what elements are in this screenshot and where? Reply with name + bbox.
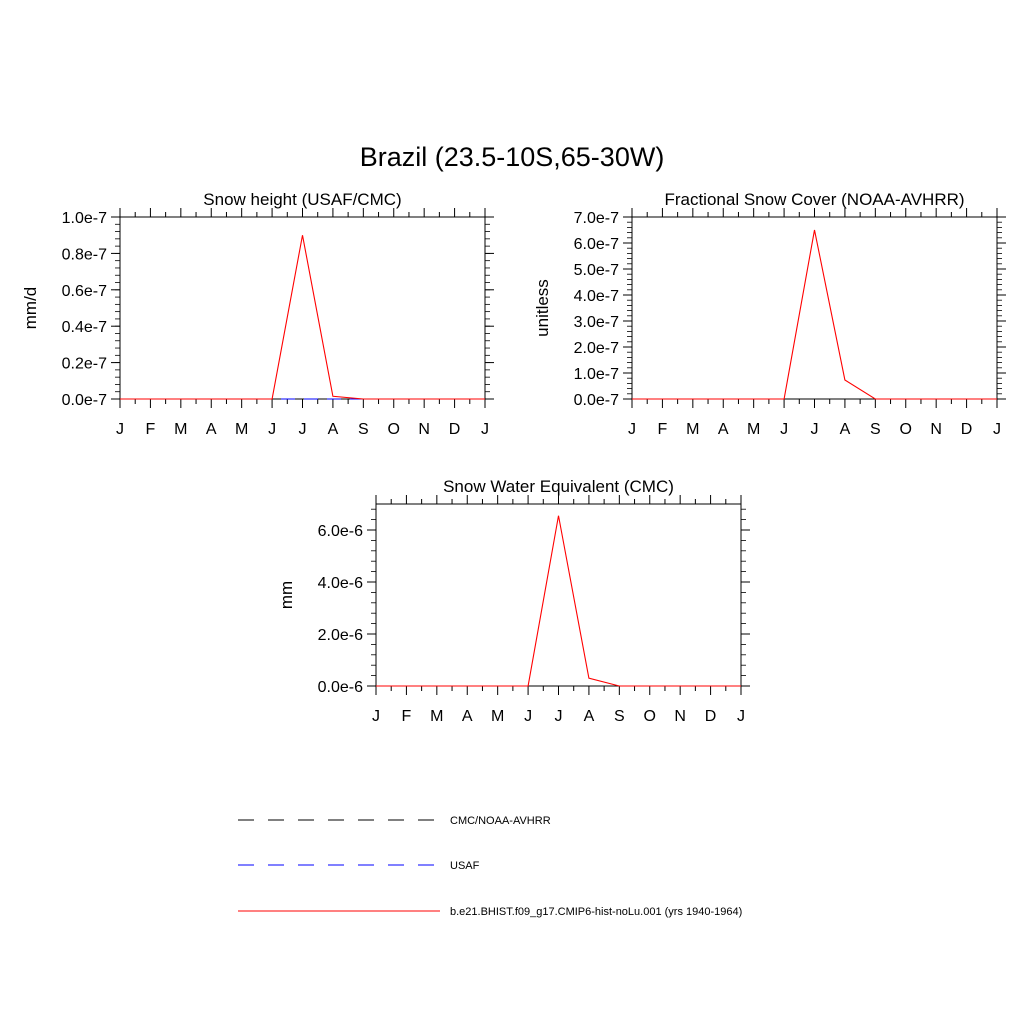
x-tick-label: J [524, 708, 533, 725]
y-axis-label: unitless [533, 279, 552, 337]
x-tick-label: S [357, 421, 369, 438]
legend-label-3: b.e21.BHIST.f09_g17.CMIP6-hist-noLu.001 (yrs 1940-1964) [450, 906, 743, 918]
x-tick-label: D [704, 708, 717, 725]
y-tick-label: 7.0e-7 [573, 210, 619, 227]
panel-title: Snow height (USAF/CMC) [203, 190, 402, 209]
x-tick-label: J [628, 421, 636, 438]
series-line-3 [120, 235, 485, 399]
figure-title: Brazil (23.5-10S,65-30W) [359, 142, 665, 172]
plot-frame [120, 217, 485, 399]
x-tick-label: S [869, 421, 881, 438]
y-tick-label: 6.0e-7 [573, 236, 619, 253]
y-tick-label: 0.0e-7 [61, 392, 107, 409]
x-tick-label: F [145, 421, 156, 438]
y-tick-label: 5.0e-7 [573, 262, 619, 279]
x-tick-label: J [372, 708, 380, 725]
x-tick-label: O [387, 421, 400, 438]
x-tick-label: O [899, 421, 912, 438]
x-tick-label: N [930, 421, 942, 438]
x-tick-label: J [737, 708, 745, 725]
y-tick-label: 1.0e-7 [61, 210, 107, 227]
x-tick-label: A [839, 421, 851, 438]
x-tick-label: J [116, 421, 124, 438]
panel-2 [533, 190, 1006, 438]
x-tick-label: J [268, 421, 277, 438]
legend [238, 815, 742, 918]
x-tick-label: J [554, 708, 563, 725]
x-tick-label: F [401, 708, 412, 725]
y-tick-label: 2.0e-7 [573, 340, 619, 357]
x-tick-label: O [643, 708, 656, 725]
y-tick-label: 0.2e-7 [61, 355, 107, 373]
y-tick-label: 4.0e-6 [317, 575, 363, 592]
x-tick-label: A [717, 421, 729, 438]
legend-label-2: USAF [450, 860, 480, 872]
x-tick-label: S [613, 708, 625, 725]
y-axis-label: mm [277, 580, 296, 610]
x-tick-label: M [430, 708, 444, 725]
x-tick-label: A [205, 421, 217, 438]
x-tick-label: D [960, 421, 973, 438]
y-tick-label: 3.0e-7 [573, 314, 619, 331]
y-tick-label: 0.0e-6 [317, 679, 363, 696]
x-tick-label: M [686, 421, 700, 438]
x-tick-label: J [481, 421, 489, 438]
x-tick-label: A [583, 708, 595, 725]
y-tick-label: 0.6e-7 [61, 282, 107, 300]
panel-3 [277, 477, 750, 725]
plot-frame [632, 217, 997, 399]
x-tick-label: D [448, 421, 461, 438]
legend-label-1: CMC/NOAA-AVHRR [450, 815, 551, 827]
panel-title: Snow Water Equivalent (CMC) [443, 477, 674, 496]
series-line-2 [376, 516, 741, 686]
x-tick-label: M [235, 421, 249, 438]
y-tick-label: 0.4e-7 [61, 319, 107, 337]
y-tick-label: 1.0e-7 [573, 366, 619, 383]
x-tick-label: N [674, 708, 686, 725]
y-axis-label: mm/d [21, 286, 40, 330]
panel-1 [21, 190, 494, 438]
x-tick-label: A [461, 708, 473, 725]
x-tick-label: J [780, 421, 789, 438]
x-tick-label: M [491, 708, 505, 725]
x-tick-label: A [327, 421, 339, 438]
y-tick-label: 2.0e-6 [317, 627, 363, 644]
plot-frame [376, 504, 741, 686]
x-tick-label: F [657, 421, 668, 438]
y-tick-label: 6.0e-6 [317, 523, 363, 540]
series-line-2 [632, 230, 997, 399]
x-tick-label: J [810, 421, 819, 438]
x-tick-label: M [174, 421, 188, 438]
x-tick-label: M [747, 421, 761, 438]
y-tick-label: 0.8e-7 [61, 246, 107, 264]
y-tick-label: 0.0e-7 [573, 392, 619, 409]
panels [21, 190, 1006, 725]
x-tick-label: J [993, 421, 1001, 438]
y-tick-label: 4.0e-7 [573, 288, 619, 305]
x-tick-label: J [298, 421, 307, 438]
x-tick-label: N [418, 421, 430, 438]
panel-title: Fractional Snow Cover (NOAA-AVHRR) [664, 190, 965, 209]
